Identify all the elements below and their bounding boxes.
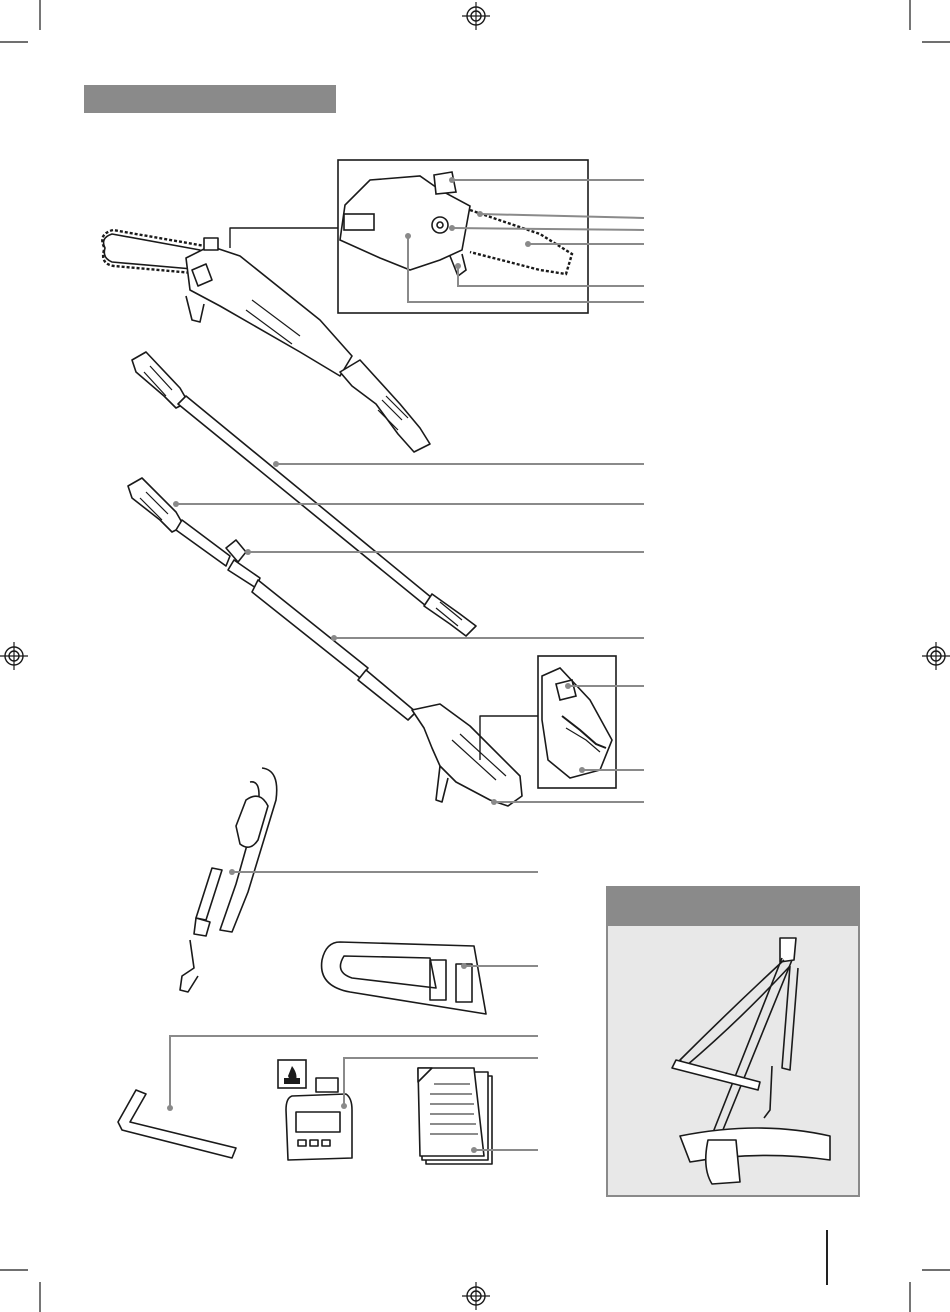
oil-bottle-drawing bbox=[286, 1078, 352, 1160]
head-detail-inset bbox=[338, 160, 588, 313]
extension-pole-drawing bbox=[132, 352, 476, 636]
harness-drawing bbox=[672, 938, 830, 1184]
oil-drop-icon bbox=[278, 1060, 306, 1088]
hex-key-drawing bbox=[118, 1090, 236, 1158]
registration-mark-icon bbox=[462, 1282, 490, 1310]
handle-detail-inset bbox=[538, 656, 616, 788]
registration-mark-icon bbox=[462, 2, 490, 30]
registration-mark-icon bbox=[0, 642, 28, 670]
leader-dots bbox=[167, 177, 585, 1153]
blade-cover-drawing bbox=[322, 942, 486, 1014]
registration-mark-icon bbox=[922, 642, 950, 670]
shoulder-strap-drawing bbox=[180, 768, 277, 992]
